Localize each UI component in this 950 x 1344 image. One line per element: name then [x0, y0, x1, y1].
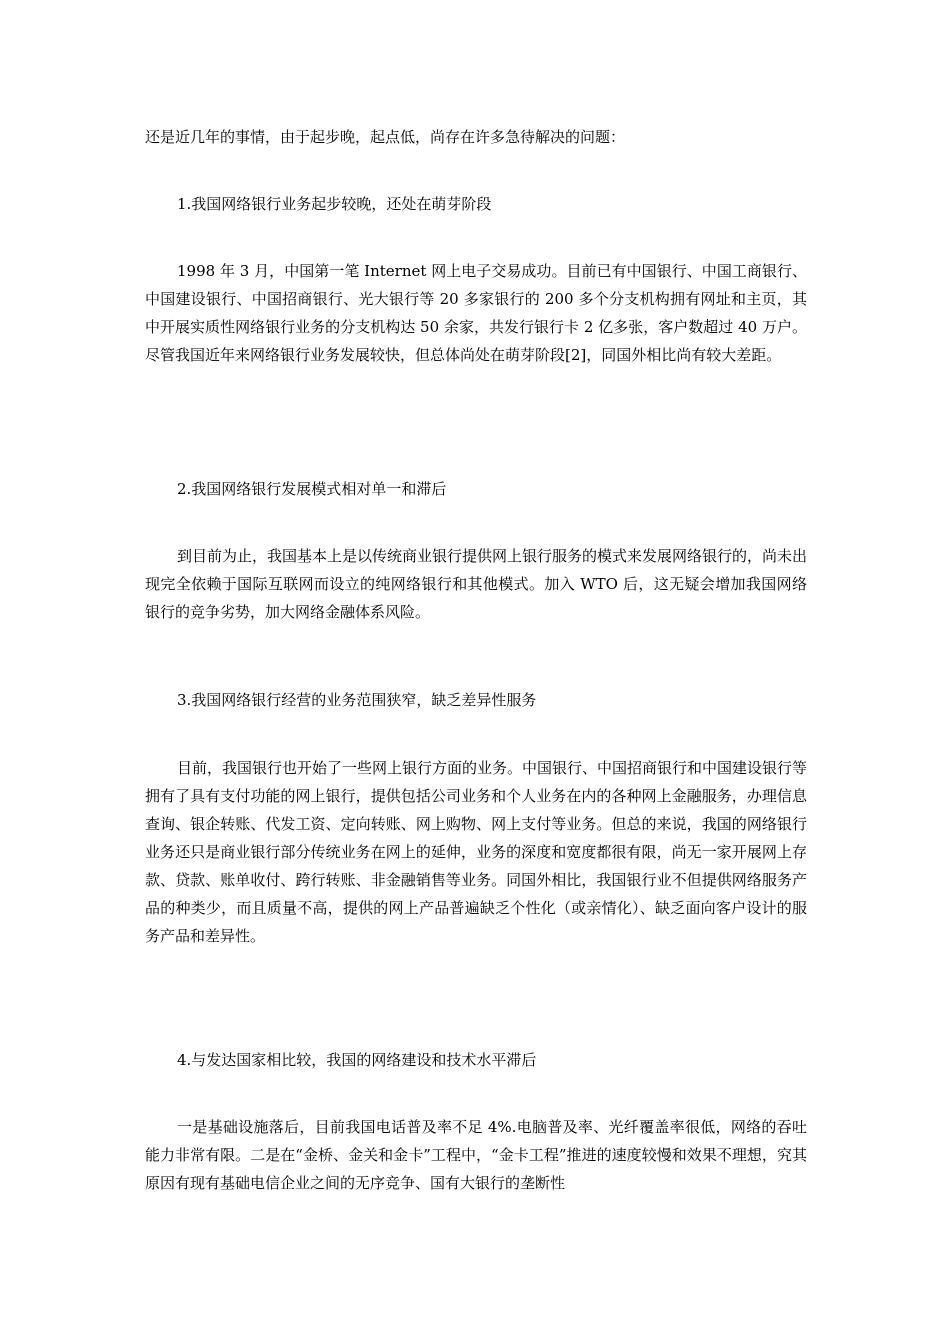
heading-3: 3.我国网络银行经营的业务范围狭窄，缺乏差异性服务	[177, 691, 537, 709]
paragraph-3: 目前，我国银行也开始了一些网上银行方面的业务。中国银行、中国招商银行和中国建设银行等拥有了具有支付功能的网上银行，提供包括公司业务和个人业务在内的各种网上金融服务，办理信息查询、银企转账、代发工资、定向转账、网上购物、网上支付等业务。但总的来说，我国的网络银行业务还只是商业银行部分传统业务在网上的延伸，业务的深度和宽度都很有限，尚无一家开展网上存款、贷款、账单收付、跨行转账、非金融销售等业务。同国外相比，我国银行业不但提供网络服务产品的种类少，而且质量不高，提供的网上产品普遍缺乏个性化（或亲情化）、缺乏面向客户设计的服务产品和差异性。	[145, 759, 808, 945]
heading-1: 1.我国网络银行业务起步较晚，还处在萌芽阶段	[177, 195, 492, 213]
heading-4: 4.与发达国家相比较，我国的网络建设和技术水平滞后	[177, 1051, 537, 1069]
paragraph-2: 到目前为止，我国基本上是以传统商业银行提供网上银行服务的模式来发展网络银行的，尚未出现完全依赖于国际互联网而设立的纯网络银行和其他模式。加入 WTO 后，这无疑会增加我国网络银行的竞争劣势，加大网络金融体系风险。	[145, 547, 808, 621]
paragraph-1: 1998 年 3 月，中国第一笔 Internet 网上电子交易成功。目前已有中国银行、中国工商银行、中国建设银行、中国招商银行、光大银行等 20 多家银行的 200 多个分支机构拥有网址和主页，其中开展实质性网络银行业务的分支机构达 50 余家，共发行银行卡 2 亿多张，客户数超过 40 万户。尽管我国近年来网络银行业务发展较快，但总体尚处在萌芽阶段[2]，同国外相比尚有较大差距。	[145, 262, 807, 364]
paragraph-intro: 还是近几年的事情，由于起步晚，起点低，尚存在许多急待解决的问题：	[145, 128, 626, 146]
paragraph-4: 一是基础设施落后，目前我国电话普及率不足 4%.电脑普及率、光纤覆盖率很低，网络的吞吐能力非常有限。二是在“金桥、金关和金卡”工程中，“金卡工程”推进的速度较慢和效果不理想，究其原因有现有基础电信企业之间的无序竞争、国有大银行的垄断性	[145, 1118, 807, 1192]
heading-2: 2.我国网络银行发展模式相对单一和滞后	[177, 480, 447, 498]
